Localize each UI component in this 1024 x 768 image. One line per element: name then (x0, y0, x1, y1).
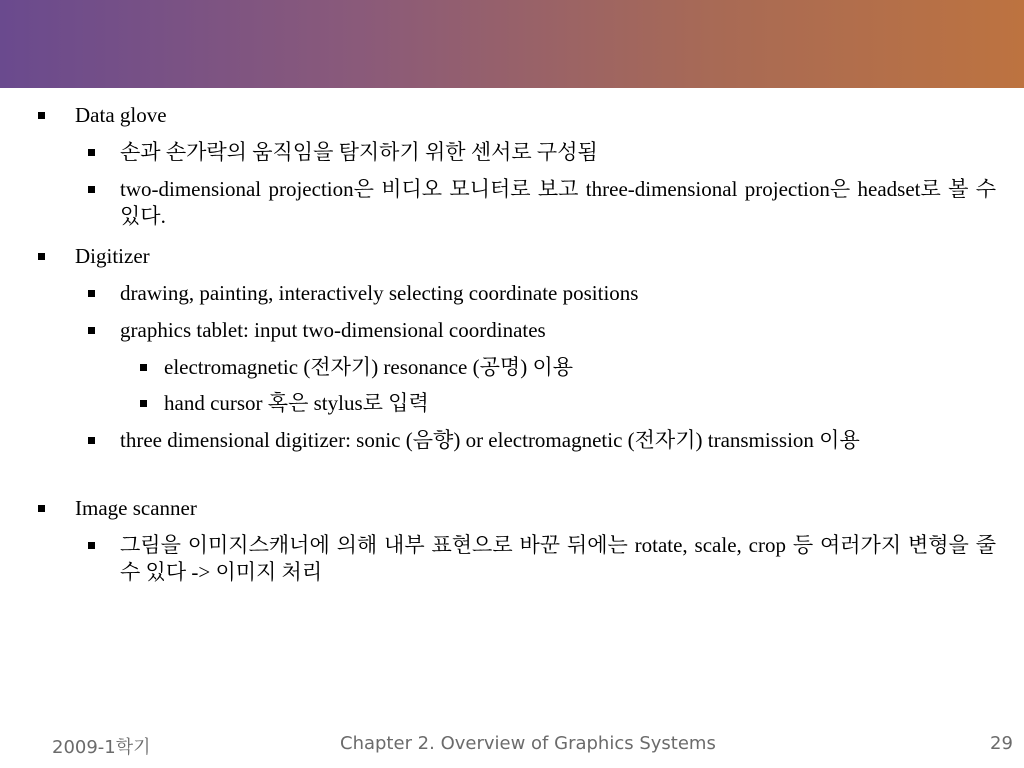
bullet-item: Data glove (75, 103, 167, 127)
bullet-item: 손과 손가락의 움직임을 탐지하기 위한 센서로 구성됨 (120, 140, 598, 164)
footer-term: 2009-1학기 (52, 737, 151, 758)
bullet-item: three dimensional digitizer: sonic (음향) or electromagnetic (전자기) transmission 이용 (120, 428, 860, 452)
bullet-icon (88, 327, 95, 334)
bullet-item: drawing, painting, interactively selecting coordinate positions (120, 281, 639, 305)
bullet-item: Digitizer (75, 244, 150, 268)
header-banner (0, 0, 1024, 88)
bullet-icon (88, 542, 95, 549)
bullet-item: two-dimensional projection은 비디오 모니터로 보고 three-dimensional projection은 headset로 볼 수 있다. (120, 177, 996, 228)
bullet-item: hand cursor 혹은 stylus로 입력 (164, 391, 429, 415)
bullet-item: electromagnetic (전자기) resonance (공명) 이용 (164, 355, 574, 379)
bullet-icon (88, 186, 95, 193)
bullet-item: 그림을 이미지스캐너에 의해 내부 표현으로 바꾼 뒤에는 rotate, scale, crop 등 여러가지 변형을 줄 수 있다 -> 이미지 처리 (120, 533, 996, 584)
page-number: 29 (990, 733, 1013, 754)
bullet-item: graphics tablet: input two-dimensional coordinates (120, 318, 546, 342)
bullet-icon (140, 364, 147, 371)
bullet-icon (140, 400, 147, 407)
footer-chapter-title: Chapter 2. Overview of Graphics Systems (340, 733, 716, 754)
bullet-icon (38, 112, 45, 119)
bullet-icon (88, 290, 95, 297)
bullet-icon (38, 253, 45, 260)
bullet-item: Image scanner (75, 496, 197, 520)
bullet-icon (88, 437, 95, 444)
bullet-icon (38, 505, 45, 512)
bullet-icon (88, 149, 95, 156)
